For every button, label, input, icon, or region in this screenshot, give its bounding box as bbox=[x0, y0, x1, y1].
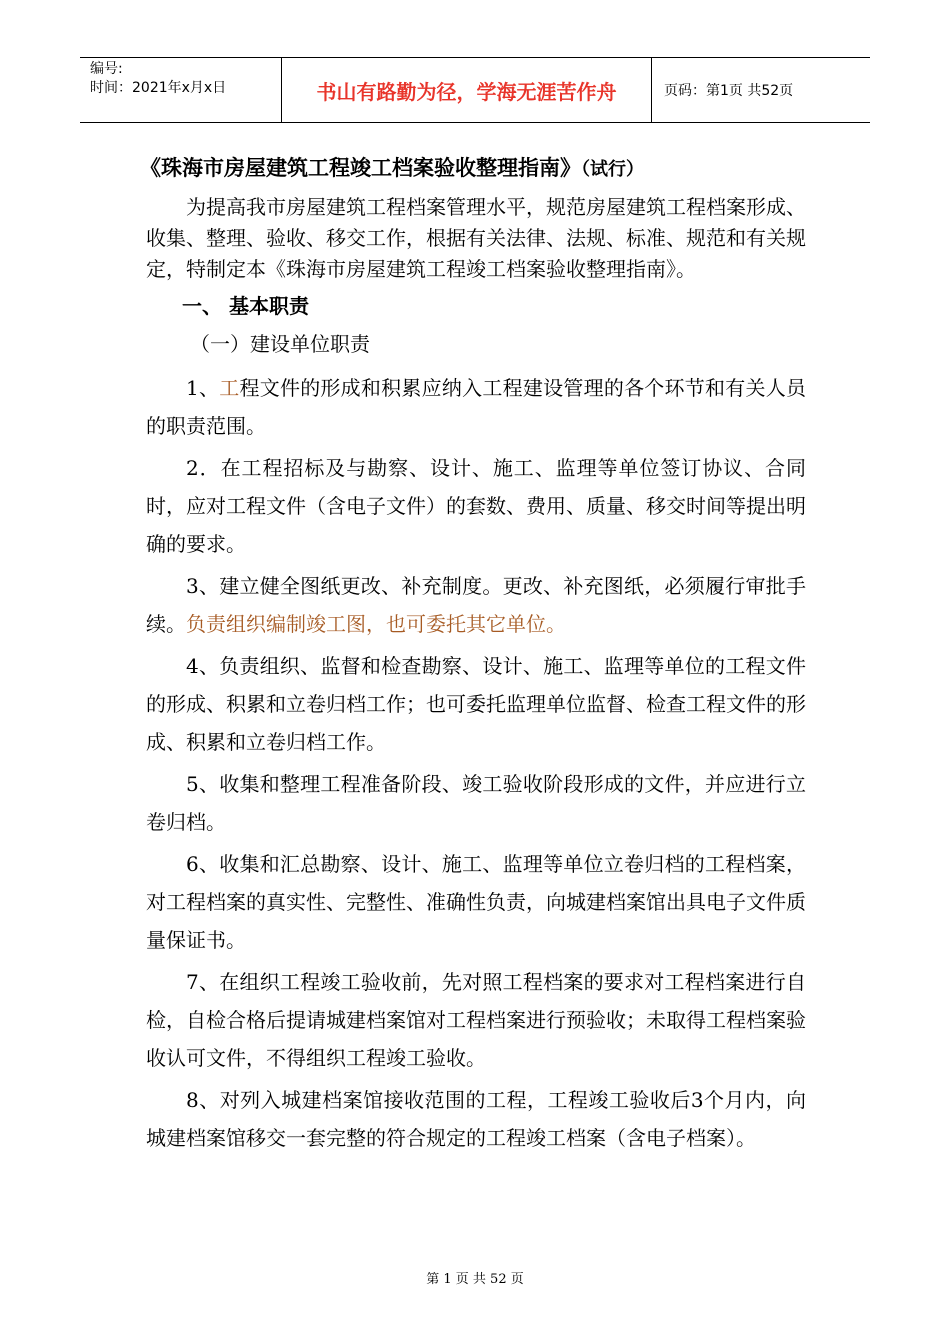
title-suffix: （试行） bbox=[581, 159, 644, 180]
document-title bbox=[140, 152, 806, 182]
number-label: 编号: bbox=[90, 61, 123, 77]
p1-rest: 程文件的形成和积累应纳入工程建设管理的各个环节和有关人员的职责范围。 bbox=[146, 376, 807, 438]
paragraph-6: 6、收集和汇总勘察、设计、施工、监理等单位立卷归档的工程档案，对工程档案的真实性、完整性、准确性负责，向城建档案馆出具电子文件质量保证书。 bbox=[146, 852, 806, 952]
p3-highlight: 负责组织编制竣工图，也可委托其它单位。 bbox=[186, 612, 566, 636]
paragraph-2: 2．在工程招标及与勘察、设计、施工、监理等单位签订协议、合同时，应对工程文件（含电子文件）的套数、费用、质量、移交时间等提出明确的要求。 bbox=[146, 456, 806, 556]
paragraph-4: 4、负责组织、监督和检查勘察、设计、施工、监理等单位的工程文件的形成、积累和立卷归档工作；也可委托监理单位监督、检查工程文件的形成、积累和立卷归档工作。 bbox=[146, 654, 806, 754]
p1-prefix: 1、 bbox=[186, 376, 220, 400]
document-body bbox=[140, 152, 807, 1161]
header-motto: 书山有路勤为径，学海无涯苦作舟 bbox=[282, 58, 652, 122]
page-header bbox=[80, 57, 870, 123]
p3-main: 3、建立健全图纸更改、补充制度。更改、补充图纸，必须履行审批手续。 bbox=[146, 574, 806, 636]
paragraph-8: 8、对列入城建档案馆接收范围的工程，工程竣工验收后3个月内，向城建档案馆移交一套完整的符合规定的工程竣工档案（含电子档案）。 bbox=[146, 1088, 806, 1150]
intro-paragraph: 为提高我市房屋建筑工程档案管理水平，规范房屋建筑工程档案形成、收集、整理、验收、移交工作，根据有关法律、法规、标准、规范和有关规定，特制定本《珠海市房屋建筑工程竣工档案验收整理指南》。 bbox=[146, 195, 806, 281]
time-label: 时间：2021年x月x日 bbox=[90, 80, 227, 96]
subsection-heading: （一）建设单位职责 bbox=[190, 332, 370, 356]
page-footer: 第 1 页 共 52 页 bbox=[426, 1272, 524, 1287]
header-page-info: 页码：第1页 共52页 bbox=[664, 83, 794, 99]
p1-highlight: 工 bbox=[219, 376, 240, 400]
paragraph-5: 5、收集和整理工程准备阶段、竣工验收阶段形成的文件，并应进行立卷归档。 bbox=[146, 772, 806, 834]
paragraph-3 bbox=[146, 567, 806, 643]
paragraph-1 bbox=[146, 369, 806, 445]
header-meta bbox=[80, 58, 282, 122]
section-heading: 一、 基本职责 bbox=[182, 294, 309, 318]
paragraph-7: 7、在组织工程竣工验收前，先对照工程档案的要求对工程档案进行自检，自检合格后提请城建档案馆对工程档案进行预验收；未取得工程档案验收认可文件，不得组织工程竣工验收。 bbox=[146, 970, 806, 1070]
title-main: 《珠海市房屋建筑工程竣工档案验收整理指南》 bbox=[140, 155, 581, 180]
